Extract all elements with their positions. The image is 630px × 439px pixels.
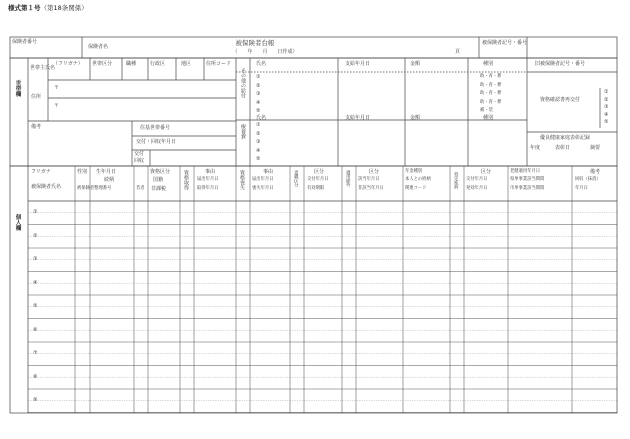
individual-row-number: ③ [33,256,38,262]
delivery-label: 交付 [134,151,145,157]
occupation-label: 職種 [126,61,137,67]
benefit-row-type: 助・育・葬 [480,99,502,105]
ind-reason-1: 事由 [205,169,216,175]
benefit-amount-header: 金額 [410,61,421,67]
household-class-label: 世帯区分 [92,61,113,67]
care-row-number: ⑤ [256,156,261,163]
residence-no-label: 住基世帯番号 [140,125,171,131]
ind-remarks: 備考 [590,169,601,175]
ind-qual-class: 資格区分 [150,169,171,175]
insurer-no-label: 保険者番号 [12,39,38,45]
care-row-number: ① [256,122,261,128]
ind-city: 市単事業該当期間 [510,186,545,191]
ind-sex: 性別 [77,169,88,175]
ind-exclusion: 適用除外 [345,170,351,188]
household-block [10,58,617,166]
award-summary-label: 摘要 [590,145,601,151]
residence-code-label: 住所コード [206,61,232,67]
benefit-date-header: 支給年月日 [345,61,371,67]
household-remarks-label: 備考 [31,124,42,130]
benefit-row-type: 助・育・葬 [480,91,502,96]
care-row-number: ③ [256,139,261,146]
collection-label: 回収 [134,158,145,164]
form-number: 様式第１号 [8,4,41,12]
prior-symbol-label: 旧被保険者記号・番号 [535,61,586,67]
holder-symbol-label: 被保険者記号・番号 [482,40,528,46]
care-row-number: ④ [256,147,261,154]
ind-qual-loss: 資格喪失 [239,170,245,190]
care-date-header: 支給年月日 [345,115,371,121]
ind-reclaim: 回収（抹消） [575,177,601,182]
ind-furigana: フリガナ [31,169,51,175]
ind-member-no: 被保険者整理番号 [77,186,112,191]
individual-block [10,166,617,413]
care-amount-header: 金額 [410,115,421,121]
ind-birth: 生年月日 [96,169,117,175]
individual-section-title: 個人欄 [14,214,21,231]
issue-date-label: 交付・回収年月日 [136,139,177,145]
ind-loss-report: 届出年月日 [252,177,274,182]
ind-acq-date: 取得年月日 [197,186,219,191]
reissue-row-number: ③ [604,104,609,110]
ind-issue-date: 交付年月日 [307,177,329,182]
ind-reason-2: 事由 [263,169,274,175]
ind-tax-status: 非課税 [151,186,167,192]
ind-class-3: 区分 [481,169,492,175]
care-type-header: 種別 [483,115,494,121]
other-benefits-label: その他の給付 [240,68,246,98]
reissue-row-number: ② [604,96,609,103]
district-label: 行政区 [150,61,166,67]
individual-row-number: ⑥ [33,326,38,333]
benefit-row-number: ③ [256,91,261,97]
benefit-row-number: ② [256,82,261,89]
created-date: （ 年 月 日作成） [232,49,298,55]
award-year-label: 年度 [530,145,541,151]
ind-excl-date: 該当年月日 [358,177,380,182]
ind-class-1: 区分 [314,169,325,175]
ind-taxation: 国籍 [153,177,164,183]
ind-elderly: 昔者 [136,186,145,191]
care-row-number: ② [256,130,261,137]
postal-mark-2: 〒 [54,103,60,109]
ind-issue-2: 交付年月日 [466,177,488,182]
individual-row-number: ⑨ [33,397,38,403]
medical-care-label: 療養費 [240,124,246,139]
individual-row-number: ⑤ [33,303,38,309]
area-label: 地区 [181,61,192,67]
ind-loss-date: 喪失年月日 [252,186,274,191]
benefit-row-number: ④ [256,99,261,106]
household-section-title: 世帯欄 [14,80,21,97]
benefit-row-number: ① [256,74,261,80]
ind-reclaim-date: 年月日 [575,186,588,191]
ind-relation: 続柄 [104,177,115,183]
ind-pension: 年金種別 [405,169,423,174]
ind-elderly-care: 老健適用年月日 [510,169,541,174]
page-label: 頁 [455,49,461,55]
reissue-row-number: ④ [604,111,609,118]
ind-acq-report: 届出年月日 [197,177,219,182]
benefit-type-header: 種別 [483,61,494,67]
award-date-label: 表彰日 [555,145,571,151]
benefit-row-type: 助・育・葬 [480,82,502,88]
individual-row-number: ⑦ [33,350,38,356]
individual-row-number: ⑧ [33,373,38,380]
insurer-name-label: 保険者名 [88,44,109,50]
reissue-row-number: ⑤ [604,119,609,125]
ind-pension-code: 関連コード [405,186,427,191]
ind-retired: 退職区分 [293,170,299,188]
form-article: （第18条関係） [40,4,88,12]
ledger-title: 被保険者台帳 [235,39,275,47]
ind-qual-acq: 資格取得 [183,170,189,190]
individual-row-number: ④ [33,279,38,286]
individual-row-number: ② [33,232,38,239]
ind-name: 被保険者氏名 [31,184,62,190]
qualification-reissue-label: 資格確認書再交付 [540,97,581,103]
individual-row-number: ① [33,209,38,215]
ind-nonexcl-date: 非該当年月日 [358,186,384,191]
ind-specified: 特定疾病 [453,172,459,190]
address-label: 住所 [31,94,42,100]
postal-mark-1: 〒 [54,85,60,91]
head-name-label: 世帯主氏名 [30,65,56,71]
ind-prefecture: 県単事業該当期間 [510,177,545,182]
reissue-row-number: ① [604,89,609,95]
ind-pension-link: 本人との続柄 [405,177,431,182]
ind-valid: 有効期限 [307,186,325,191]
benefit-name-header: 氏名 [256,61,267,67]
benefit-row-type: 補・装 [480,108,493,113]
furigana-label: （フリガナ） [53,61,83,67]
care-name-header: 氏名 [256,115,267,121]
ind-effective: 発効年月日 [466,186,488,191]
preferential-record-label: 優良健康家庭表彰記録 [540,135,591,141]
ind-class-2: 区分 [369,169,380,175]
benefit-row-number: ⑤ [256,108,261,114]
benefit-row-type: 助・育・葬 [480,74,502,79]
